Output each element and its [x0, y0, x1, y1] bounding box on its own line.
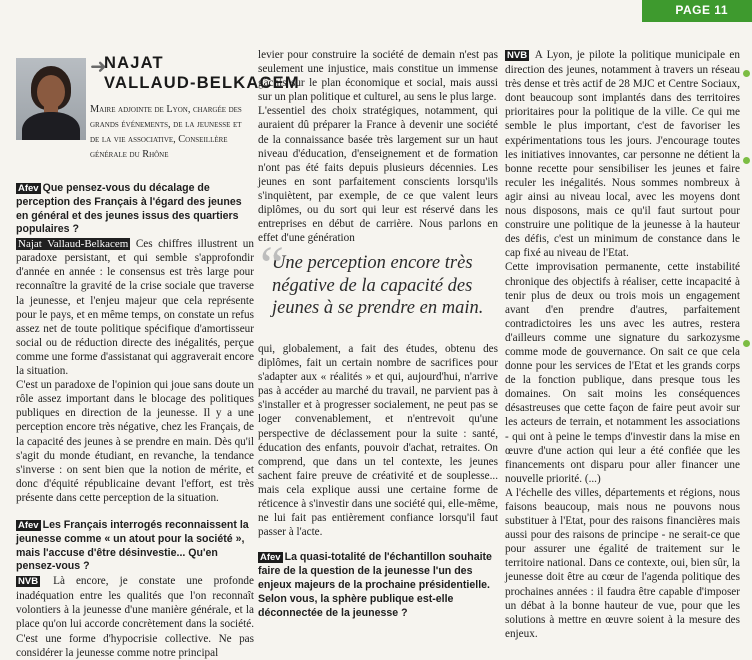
arrow-icon: ➜ — [90, 56, 107, 78]
answer-2: NVB Là encore, je constate une profonde inadéquation entre les qualités que l'on reconnaît volontiers à la jeunesse d'une manière générale, et la place qu'on lui accorde concrètement dans la société. C'est une forme d'hypocrisie collective. Ne pas considérer la jeunesse comme notre principal — [16, 575, 254, 659]
nvb-tag: NVB — [507, 50, 528, 61]
answer-1: Najat Vallaud-Belkacem Ces chiffres illustrent un paradoxe persistant, et qui semble s'approfondir d'année en année : le consensus est très large pour reconnaître la gravité de la crise sociale que traverse la jeunesse, et l'enjeu majeur que cela représente pour le pays, et en même temps, on constate un refus assez net de toute politique spécifique d'amortisseur social ou de réduction directe des inégalités, perçue comme une forme d'assistanat qui aggraverait encore la situation. — [16, 238, 254, 378]
decorative-bullet-icon — [743, 157, 750, 164]
quote-mark-icon: “ — [260, 235, 284, 295]
decorative-bullet-icon — [743, 70, 750, 77]
paragraph-2-1: levier pour construire la société de demain n'est pas seulement une injustice, mais constitue un immense gâchis sur le plan économique et social, mais aussi sur un plan politique et culturel, au sens le plus large. — [258, 49, 498, 104]
answer-1-continued: C'est un paradoxe de l'opinion qui joue sans doute un rôle assez important dans le blocage des politiques publiques en direction de la jeunesse. Il y a une perception encore très négative, chez les Français, de la capacité des jeunes à se prendre en main. Dès qu'il s'agit du monde étudiant, en revanche, la tendance s'inverse : on sent bien que la notion de mérite, et donc d'équité républicaine devant l'effort, est très présente dans cette perception de la situation. — [16, 379, 254, 504]
interviewee-role: Maire adjointe de Lyon, chargée des grands événements, de la jeunesse et de la vie associative, Conseillère générale du Rhône — [90, 104, 242, 160]
afev-tag: Afev — [18, 183, 39, 194]
paragraph-3-3: A l'échelle des villes, départements et régions, nous faisons beaucoup, mais nous ne pouvons nous substituer à l'Etat, pour des raisons financières mais aussi pour des raisons de principe - ne serait-ce que pour assurer une égalité de traitement sur le territoire national. Dans ce contexte, oui, bien sûr, la jeunesse doit être au cœur de l'agenda politique des prochaines années : il faudra être capable d'imposer un débat à la bonne hauteur de vue, pour que les solutions à mettre en œuvre soient à la mesure des enjeux. — [505, 486, 740, 640]
column-2-lower — [258, 342, 498, 620]
paragraph-2-2: L'essentiel des choix stratégiques, notamment, qui auraient dû préparer la France à devenir une société de la connaissance basée très largement sur un haut niveau d'éducation, d'enseignement et de formation n'ont pas été faits depuis plusieurs décennies. Les jeunes en sont parfaitement conscients lorsqu'ils s'inquiètent, par exemple, de ce que valent leurs diplômes, ou du sort qui leur est réservé dans les entreprises en début de carrière. Nous parlons en effet d'une génération — [258, 105, 498, 245]
nvb-tag: NVB — [18, 576, 39, 588]
answer-3: NVB A Lyon, je pilote la politique municipale en direction des jeunes, notamment à travers un réseau très dense et très actif de 28 MJC et Centre Sociaux, dont beaucoup sont implantés dans des territoires prioritaires pour la politique de la ville. Ce qui me semble le plus important, c'est de favoriser les expérimentations tous les jours. J'encourage toutes les initiatives innovantes, car personne ne détient la bonne recette pour sensibiliser les jeunes et faire reculer les inégalités. Nous sommes nombreux à agir ainsi au niveau local, avec les moyens dont nous disposons, mais ce qu'il faut surtout pour construire une politique de la jeunesse à la hauteur des défis, c'est un minimum de constance dans le cap fixé au niveau de l'Etat. — [505, 49, 740, 260]
page-number: PAGE 11 — [675, 3, 728, 17]
decorative-bullet-icon — [743, 340, 750, 347]
portrait-photo — [16, 58, 86, 140]
afev-tag: Afev — [18, 519, 39, 531]
column-3 — [505, 48, 740, 641]
question-1: Afev Que pensez-vous du décalage de perception des Français à l'égard des jeunes en général et des jeunes issus des quartiers populaires ? — [16, 182, 242, 236]
interviewee-name: NAJAT VALLAUD-BELKACEM — [104, 54, 300, 92]
pull-quote-text: Une perception encore très négative de la capacité des jeunes à se prendre en main. — [272, 253, 484, 318]
paragraph-2-3: qui, globalement, a fait des études, obtenu des diplômes, fait un certain nombre de sacrifices pour s'adapter aux « réalités » et qui, aujourd'hui, n'arrive pas à accéder au marché du travail, ne parvient pas à s'installer et à progresser socialement, ne peut pas se loger convenablement, et n'entrevoit qu'une perspective de déclassement pour la suite : santé, éducation des enfants, pouvoir d'achat, retraites. On comprend, que dans un tel contexte, les jeunes sachent faire preuve de créativité et de souplesse... mais cela explique aussi une certaine forme de réticence à s'investir dans une société qui, elle-même, ne lui fait pas entièrement confiance lorsqu'il faut passer à l'acte. — [258, 343, 498, 539]
page-number-banner — [642, 0, 752, 22]
column-2 — [258, 48, 498, 245]
question-2: Afev Les Français interrogés reconnaissent la jeunesse comme « un atout pour la société », mais l'accuse d'être désinvestie... Qu'en pensez-vous ? — [16, 518, 249, 573]
column-1 — [16, 182, 254, 660]
pull-quote — [260, 235, 498, 320]
paragraph-3-2: Cette improvisation permanente, cette instabilité chronique des objectifs à réaliser, cette incapacité à tenir plus de deux ou trois mois un engagement avant d'en prendre d'autres, parfaitement contradictoires les uns avec les autres, restera d'ailleurs comme une signature du sarkozysme comme mode de gouvernance. On sait ce que cela donne pour les services de l'Etat et les grands corps de la fonction publique, dans presque tous les domaines. On sait moins les conséquences désastreuses que cette façon de faire peut avoir sur les acteurs de terrain, et notamment les associations - qui ont à peine le temps d'investir dans la mise en œuvre d'une action qui leur a été confiée que les financements ont disparu pour aller financer une nouvelle priorité. (...) — [505, 261, 740, 485]
nvb-full-tag: Najat Vallaud-Belkacem — [18, 238, 129, 251]
afev-tag: Afev — [260, 552, 281, 564]
question-3: Afev La quasi-totalité de l'échantillon souhaite faire de la question de la jeunesse l'un des enjeux majeurs de la prochaine présidentielle. Selon vous, la sphère publique est-elle déconnectée de la jeunesse ? — [258, 551, 492, 619]
